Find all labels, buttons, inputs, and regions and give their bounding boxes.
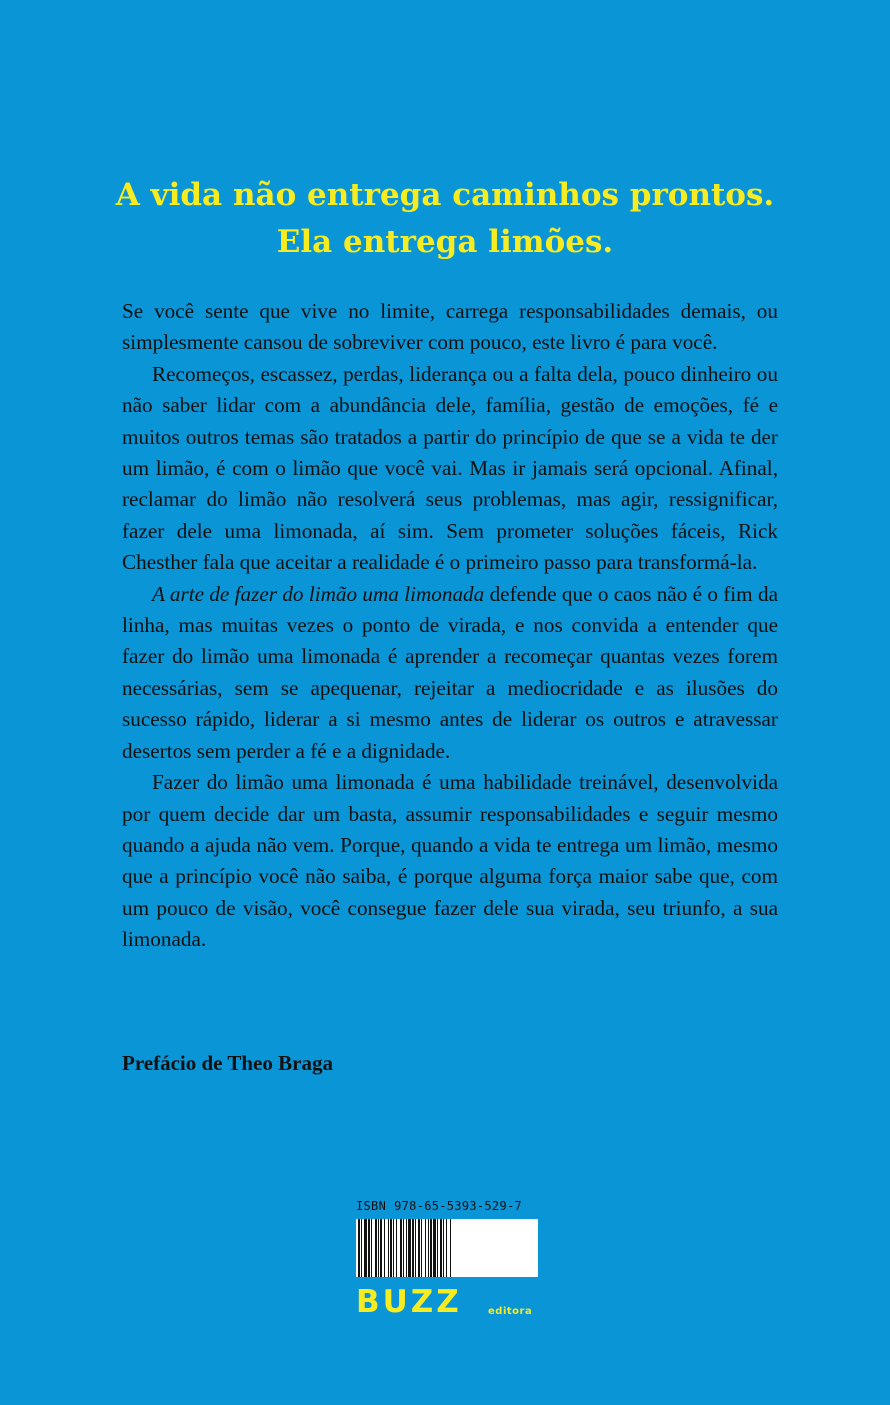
- headline: [60, 172, 830, 266]
- synopsis-paragraph-4: Fazer do limão uma limonada é uma habilidade treinável, desenvolvida por quem decide dar um basta, assumir responsabilidades e seguir mesmo quando a ajuda não vem. Porque, quando a vida te entrega um limão, mesmo que a princípio você não saiba, é porque alguma força maior sabe que, com um pouco de visão, você consegue fazer dele sua virada, seu triunfo, a sua limonada.: [122, 770, 778, 952]
- barcode-icon: [356, 1219, 538, 1277]
- isbn-label: ISBN: [356, 1199, 387, 1213]
- preface-credit: Prefácio de Theo Braga: [122, 1051, 333, 1075]
- synopsis-paragraph-3: [122, 579, 778, 767]
- synopsis-paragraph-3-text: defende que o caos não é o fim da linha, mas muitas vezes o ponto de virada, e nos convida a entender que fazer do limão uma limonada é aprender a recomeçar quantas vezes forem necessárias, sem se apequenar, rejeitar a mediocridade e as ilusões do sucesso rápido, liderar a si mesmo antes de liderar os outros e atravessar desertos sem perder a fé e a dignidade.: [122, 581, 778, 763]
- isbn-number: 978-65-5393-529-7: [394, 1199, 523, 1213]
- isbn-text: [356, 1197, 540, 1215]
- synopsis-paragraph-2: Recomeços, escassez, perdas, liderança ou a falta dela, pouco dinheiro ou não saber lidar com a abundância dele, família, gestão de emoções, fé e muitos outros temas são tratados a partir do princípio de que se a vida te der um limão, é com o limão que você vai. Mas ir jamais será opcional. Afinal, reclamar do limão não resolverá seus problemas, mas agir, ressignificar, fazer dele uma limonada, aí sim. Sem prometer soluções fáceis, Rick Chesther fala que aceitar a realidade é o primeiro passo para transformá-la.: [122, 361, 778, 575]
- synopsis-paragraph-1: Se você sente que vive no limite, carrega responsabilidades demais, ou simplesmente cansou de sobreviver com pouco, este livro é para você.: [122, 299, 778, 355]
- publisher-logo-word: BUZZ: [356, 1284, 462, 1320]
- headline-line-2: Ela entrega limões.: [276, 224, 614, 260]
- book-title-italic: A arte de fazer do limão uma limonada: [152, 581, 485, 606]
- barcode: [356, 1219, 538, 1277]
- headline-line-1: A vida não entrega caminhos prontos.: [115, 177, 775, 213]
- publisher-logo: [356, 1284, 546, 1324]
- publisher-logo-sub: editora: [488, 1306, 533, 1317]
- synopsis: [122, 296, 778, 956]
- isbn-block: [356, 1197, 540, 1277]
